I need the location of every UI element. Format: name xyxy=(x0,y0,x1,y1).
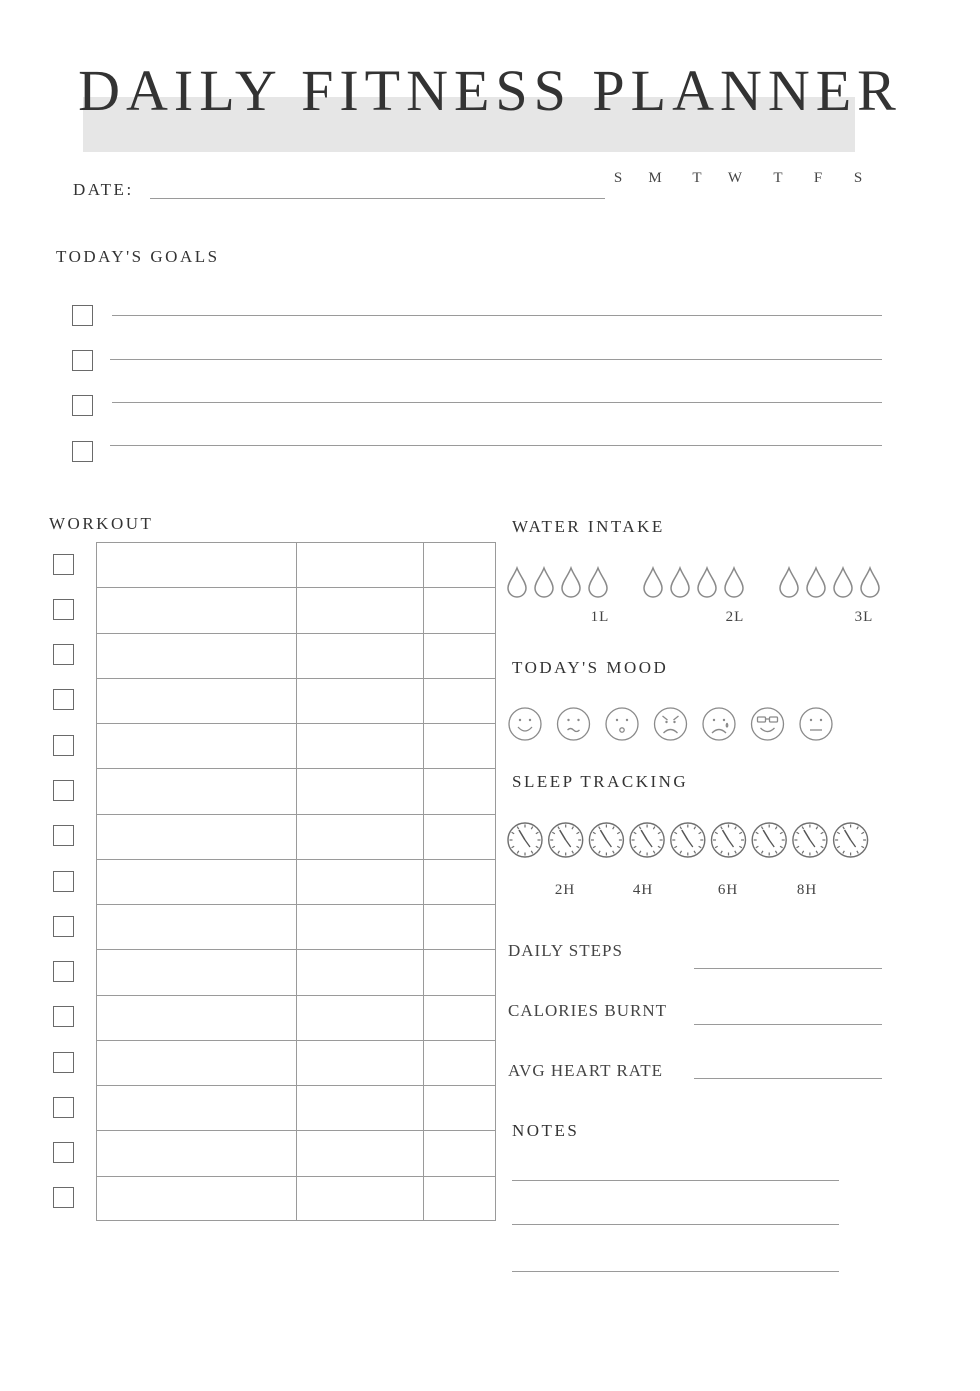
water-drop-icon[interactable] xyxy=(780,568,798,597)
workout-table xyxy=(96,542,496,1222)
weekday-thursday[interactable]: T xyxy=(773,170,783,186)
sleep-hours-4h: 4H xyxy=(632,882,654,898)
sleep-hours-2h: 2H xyxy=(554,882,576,898)
water-drop-icon[interactable] xyxy=(807,568,825,597)
sleep-clocks xyxy=(500,815,880,865)
workout-checkbox[interactable] xyxy=(53,735,74,756)
workout-row-divider xyxy=(96,1040,496,1041)
workout-row-divider xyxy=(96,859,496,860)
goal-line[interactable] xyxy=(110,445,882,446)
water-drops xyxy=(500,560,890,605)
clock-icon[interactable] xyxy=(712,823,746,857)
workout-checkbox[interactable] xyxy=(53,1097,74,1118)
clock-icon[interactable] xyxy=(752,823,786,857)
workout-row-divider xyxy=(96,1176,496,1177)
goal-checkbox[interactable] xyxy=(72,350,93,371)
water-drop-icon[interactable] xyxy=(535,568,553,597)
clock-icon[interactable] xyxy=(834,823,868,857)
water-unit-1l: 1L xyxy=(590,609,610,625)
goals-heading: TODAY'S GOALS xyxy=(56,247,220,266)
notes-line[interactable] xyxy=(512,1224,839,1225)
water-heading: WATER INTAKE xyxy=(512,517,665,536)
water-unit-2l: 2L xyxy=(725,609,745,625)
goal-line[interactable] xyxy=(112,402,882,403)
goal-checkbox[interactable] xyxy=(72,395,93,416)
water-unit-3l: 3L xyxy=(854,609,874,625)
workout-row-divider xyxy=(96,768,496,769)
workout-checkbox[interactable] xyxy=(53,554,74,575)
glasses-face-icon[interactable] xyxy=(752,708,784,740)
workout-checkbox[interactable] xyxy=(53,1142,74,1163)
page-title: DAILY FITNESS PLANNER xyxy=(78,58,902,123)
daily-steps-field[interactable] xyxy=(694,968,882,969)
water-drop-icon[interactable] xyxy=(834,568,852,597)
workout-checkbox[interactable] xyxy=(53,599,74,620)
water-drop-icon[interactable] xyxy=(671,568,689,597)
water-drop-icon[interactable] xyxy=(861,568,879,597)
workout-row-divider xyxy=(96,1085,496,1086)
goal-line[interactable] xyxy=(112,315,882,316)
workout-row-divider xyxy=(96,1130,496,1131)
date-field[interactable] xyxy=(150,198,605,199)
workout-row-divider xyxy=(96,904,496,905)
weekday-monday[interactable]: M xyxy=(648,170,662,186)
calories-burnt-label: CALORIES BURNT xyxy=(508,1001,667,1020)
angry-face-icon[interactable] xyxy=(655,708,687,740)
workout-row-divider xyxy=(96,995,496,996)
workout-checkbox[interactable] xyxy=(53,689,74,710)
date-label: DATE: xyxy=(73,180,134,199)
workout-row-divider xyxy=(96,723,496,724)
workout-row-divider xyxy=(96,678,496,679)
daily-steps-label: DAILY STEPS xyxy=(508,941,623,960)
notes-line[interactable] xyxy=(512,1271,839,1272)
weekday-tuesday[interactable]: T xyxy=(692,170,702,186)
clock-icon[interactable] xyxy=(630,823,664,857)
sleep-hours-6h: 6H xyxy=(717,882,739,898)
sleep-hours-8h: 8H xyxy=(796,882,818,898)
surprised-face-icon[interactable] xyxy=(606,708,638,740)
workout-heading: WORKOUT xyxy=(49,514,154,533)
neutral-face-icon[interactable] xyxy=(800,708,832,740)
water-drop-icon[interactable] xyxy=(562,568,580,597)
weekday-sunday[interactable]: S xyxy=(613,170,623,186)
workout-checkbox[interactable] xyxy=(53,1052,74,1073)
water-drop-icon[interactable] xyxy=(725,568,743,597)
workout-checkbox[interactable] xyxy=(53,871,74,892)
workout-checkbox[interactable] xyxy=(53,1187,74,1208)
water-drop-icon[interactable] xyxy=(589,568,607,597)
workout-checkbox[interactable] xyxy=(53,644,74,665)
workout-column-divider xyxy=(296,542,297,1221)
happy-face-icon[interactable] xyxy=(509,708,541,740)
workout-row-divider xyxy=(96,814,496,815)
mood-heading: TODAY'S MOOD xyxy=(512,658,669,677)
goal-checkbox[interactable] xyxy=(72,441,93,462)
water-drop-icon[interactable] xyxy=(644,568,662,597)
water-drop-icon[interactable] xyxy=(698,568,716,597)
mood-faces xyxy=(500,700,840,750)
water-drop-icon[interactable] xyxy=(508,568,526,597)
workout-checkbox[interactable] xyxy=(53,916,74,937)
weekday-saturday[interactable]: S xyxy=(853,170,863,186)
workout-row-divider xyxy=(96,633,496,634)
weekday-selector xyxy=(608,170,868,192)
clock-icon[interactable] xyxy=(508,823,542,857)
clock-icon[interactable] xyxy=(589,823,623,857)
weekday-friday[interactable]: F xyxy=(813,170,823,186)
notes-heading: NOTES xyxy=(512,1121,580,1140)
workout-row-divider xyxy=(96,949,496,950)
goal-line[interactable] xyxy=(110,359,882,360)
clock-icon[interactable] xyxy=(671,823,705,857)
workout-checkbox[interactable] xyxy=(53,780,74,801)
avg-heart-rate-field[interactable] xyxy=(694,1078,882,1079)
workout-column-divider xyxy=(423,542,424,1221)
notes-line[interactable] xyxy=(512,1180,839,1181)
workout-checkbox[interactable] xyxy=(53,961,74,982)
goal-checkbox[interactable] xyxy=(72,305,93,326)
clock-icon[interactable] xyxy=(549,823,583,857)
wavy-face-icon[interactable] xyxy=(558,708,590,740)
calories-burnt-field[interactable] xyxy=(694,1024,882,1025)
workout-checkbox[interactable] xyxy=(53,825,74,846)
workout-row-divider xyxy=(96,587,496,588)
avg-heart-rate-label: AVG HEART RATE xyxy=(508,1061,663,1080)
workout-checkbox[interactable] xyxy=(53,1006,74,1027)
sleep-heading: SLEEP TRACKING xyxy=(512,772,689,791)
clock-icon[interactable] xyxy=(793,823,827,857)
sad-tear-face-icon[interactable] xyxy=(703,708,735,740)
weekday-wednesday[interactable]: W xyxy=(727,170,743,186)
